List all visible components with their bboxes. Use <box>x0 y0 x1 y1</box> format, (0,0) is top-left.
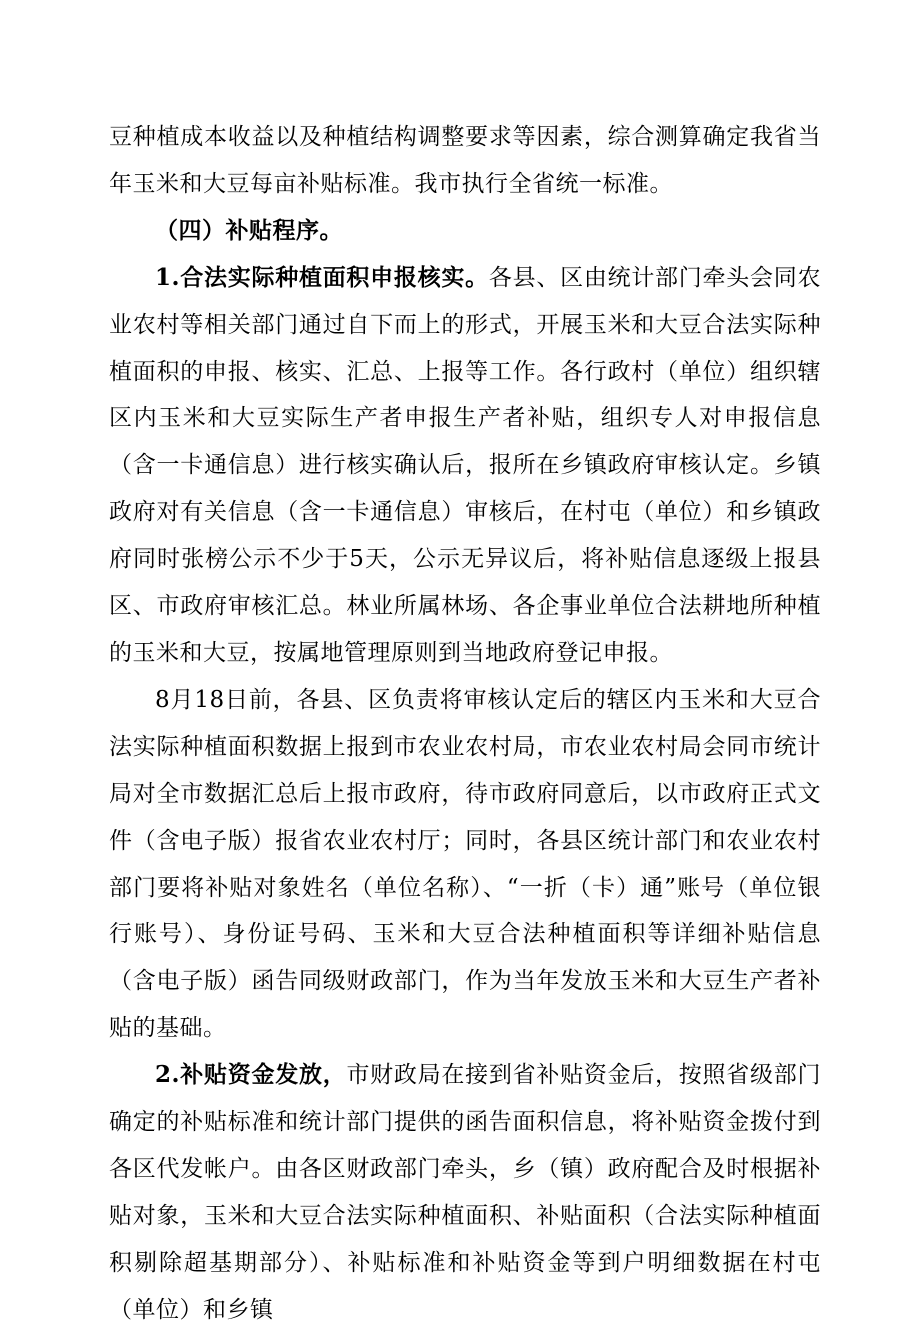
document-body <box>109 114 821 1334</box>
continued-paragraph: 豆种植成本收益以及种植结构调整要求等因素，综合测算确定我省当年玉米和大豆每亩补贴标准。我市执行全省统一标准。 <box>109 124 821 197</box>
deadline-paragraph: 8月18日前，各县、区负责将审核认定后的辖区内玉米和大豆合法实际种植面积数据上报到市农业农村局，市农业农村局会同市统计局对全市数据汇总后上报市政府，待市政府同意后，以市政府正式文件（含电子版）报省农业农村厅；同时，各县区统计部门和农业农村部门要将补贴对象姓名（单位名称）、“一折（卡）通”账号（单位银行账号）、身份证号码、玉米和大豆合法种植面积等详细补贴信息（含电子版）函告同级财政部门，作为当年发放玉米和大豆生产者补贴的基础。 <box>109 686 821 1042</box>
item-2-title: 2.补贴资金发放， <box>155 1061 347 1089</box>
item-2-paragraph <box>109 1052 821 1333</box>
item-1-body: 各县、区由统计部门牵头会同农业农村等相关部门通过自下而上的形式，开展玉米和大豆合法实际种植面积的申报、核实、汇总、上报等工作。各行政村（单位）组织辖区内玉米和大豆实际生产者申报生产者补贴，组织专人对申报信息（含一卡通信息）进行核实确认后，报所在乡镇政府审核认定。乡镇政府对有关信息（含一卡通信息）审核后，在村屯（单位）和乡镇政府同时张榜公示不少于5天，公示无异议后，将补贴信息逐级上报县区、市政府审核汇总。林业所属林场、各企事业单位合法耕地所种植的玉米和大豆，按属地管理原则到当地政府登记申报。 <box>109 264 821 666</box>
section-heading: （四）补贴程序。 <box>155 216 343 244</box>
item-1-title: 1.合法实际种植面积申报核实。 <box>155 263 489 291</box>
item-2-body: 市财政局在接到省补贴资金后，按照省级部门确定的补贴标准和统计部门提供的函告面积信息，将补贴资金拨付到各区代发帐户。由各区财政部门牵头，乡（镇）政府配合及时根据补贴对象，玉米和大豆合法实际种植面积、补贴面积（合法实际种植面积剔除超基期部分）、补贴标准和补贴资金等到户明细数据在村屯（单位）和乡镇 <box>109 1062 822 1323</box>
item-1-paragraph <box>109 255 821 677</box>
